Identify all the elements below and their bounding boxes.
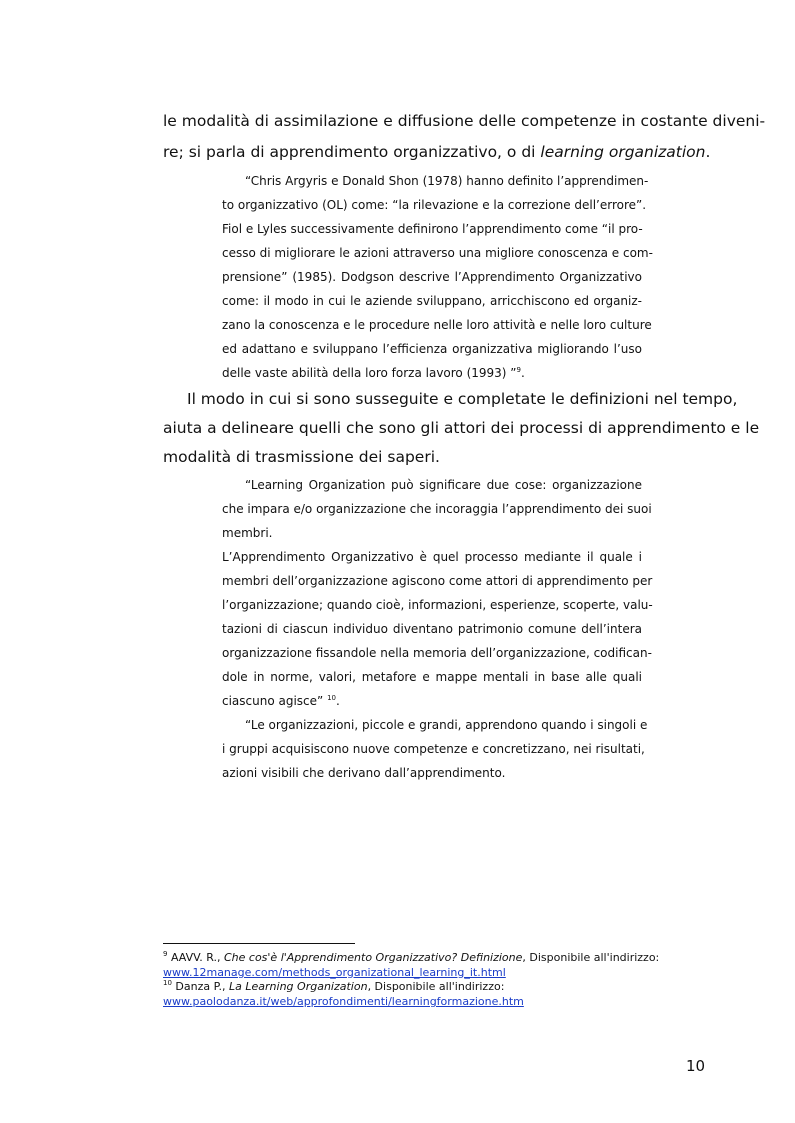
quote-text: . (520, 366, 525, 380)
footnote-text: , Disponibile all'indirizzo: (367, 980, 505, 993)
body-text: . (705, 143, 711, 161)
emphasized-term: learning organization (540, 143, 706, 161)
footnote-9-link-line (163, 966, 506, 979)
quote-1-line: come: il modo in cui le aziende sviluppano, arricchiscono ed organiz- (222, 294, 642, 308)
body-paragraph-2-line-2: aiuta a delineare quelli che sono gli attori dei processi di apprendimento e le (163, 419, 760, 437)
quote-text: . (336, 694, 340, 708)
quote-1-line: “Chris Argyris e Donald Shon (1978) hanno definito l’apprendimen- (245, 174, 649, 188)
footnote-9 (163, 951, 659, 964)
quote-2-line: membri dell’organizzazione agiscono come attori di apprendimento per (222, 574, 653, 588)
footnote-title: Che cos'è l'Apprendimento Organizzativo? Definizione (223, 951, 523, 964)
quote-2-line: “Learning Organization può significare due cose: organizzazione (245, 478, 642, 492)
body-paragraph-2-line-3: modalità di trasmissione dei saperi. (163, 448, 440, 466)
footnote-text: Danza P., (171, 980, 230, 993)
footnote-ref-10: 10 (327, 694, 336, 702)
quote-2-line: tazioni di ciascun individuo diventano patrimonio comune dell’intera (222, 622, 642, 636)
quote-1-line: to organizzativo (OL) come: “la rilevazione e la correzione dell’errore”. (222, 198, 647, 212)
footnote-9-link[interactable]: www.12manage.com/methods_organizational_learning_it.html (163, 966, 506, 979)
quote-2-line: organizzazione fissandole nella memoria dell’organizzazione, codifican- (222, 646, 652, 660)
footnote-10-link[interactable]: www.paolodanza.it/web/approfondimenti/learningformazione.htm (163, 995, 524, 1008)
quote-3-line: i gruppi acquisiscono nuove competenze e concretizzano, nei risultati, (222, 742, 645, 756)
footnote-10 (163, 980, 504, 993)
body-paragraph-1-line-2 (163, 143, 711, 161)
quote-1-line: prensione” (1985). Dodgson descrive l’Apprendimento Organizzativo (222, 270, 642, 284)
footnote-number: 10 (163, 979, 172, 987)
footnote-text: , Disponibile all'indirizzo: (522, 951, 660, 964)
body-paragraph-2-line-1: Il modo in cui si sono susseguite e completate le definizioni nel tempo, (187, 390, 738, 408)
footnote-title: La Learning Organization (229, 980, 368, 993)
quote-1-line: Fiol e Lyles successivamente definirono l’apprendimento come “il pro- (222, 222, 643, 236)
page-number: 10 (686, 1057, 706, 1075)
footnote-separator (163, 943, 355, 944)
quote-2-line: l’organizzazione; quando cioè, informazioni, esperienze, scoperte, valu- (222, 598, 653, 612)
quote-3-line: “Le organizzazioni, piccole e grandi, apprendono quando i singoli e (245, 718, 648, 732)
body-text: re; si parla di apprendimento organizzativo, o di (163, 143, 541, 161)
quote-2-line: che impara e/o organizzazione che incoraggia l’apprendimento dei suoi (222, 502, 652, 516)
quote-1-last-line (222, 366, 642, 380)
footnote-number: 9 (163, 950, 168, 958)
body-paragraph-1-line-1: le modalità di assimilazione e diffusione delle competenze in costante diveni- (163, 112, 766, 130)
quote-2-line: membri. (222, 526, 273, 540)
quote-2-line: dole in norme, valori, metafore e mappe mentali in base alle quali (222, 670, 642, 684)
quote-1-line: ed adattano e sviluppano l’efficienza organizzativa migliorando l’uso (222, 342, 642, 356)
quote-text: delle vaste abilità della loro forza lavoro (1993) ” (222, 366, 517, 380)
quote-1-line: cesso di migliorare le azioni attraverso una migliore conoscenza e com- (222, 246, 653, 260)
quote-3-line: azioni visibili che derivano dall’apprendimento. (222, 766, 506, 780)
footnote-text: AAVV. R., (167, 951, 224, 964)
quote-text: ciascuno agisce” (222, 694, 328, 708)
quote-2-last-line (222, 694, 642, 708)
footnote-10-link-line (163, 995, 524, 1008)
quote-2-line: L’Apprendimento Organizzativo è quel processo mediante il quale i (222, 550, 642, 564)
footnote-ref-9: 9 (516, 366, 521, 374)
quote-1-line: zano la conoscenza e le procedure nelle loro attività e nelle loro culture (222, 318, 652, 332)
